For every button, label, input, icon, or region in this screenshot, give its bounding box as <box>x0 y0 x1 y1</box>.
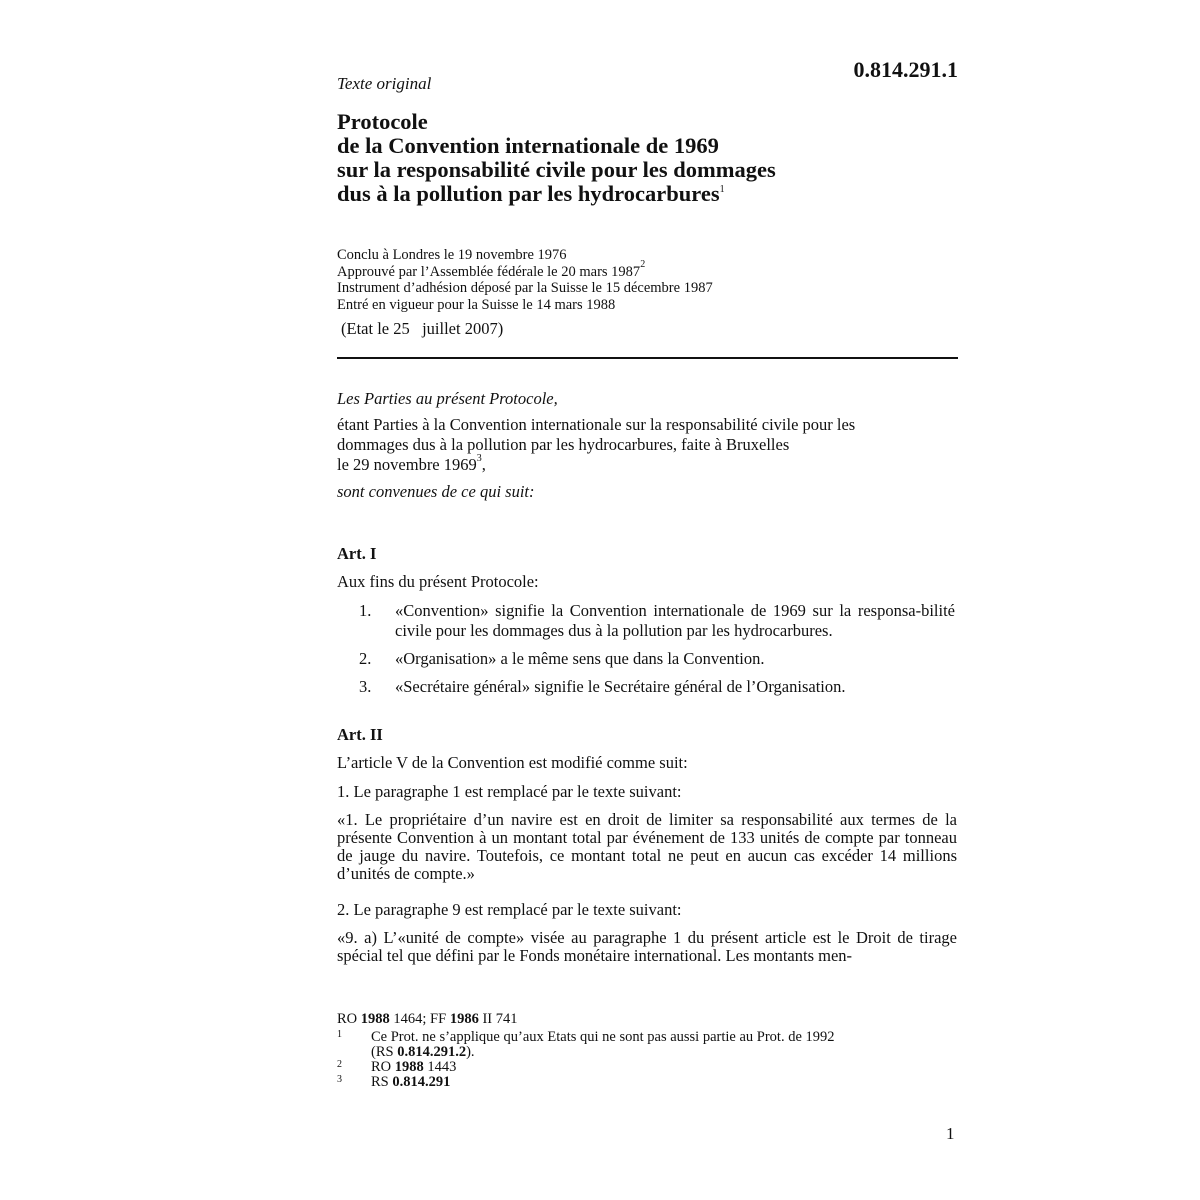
footnote-2 <box>337 1060 957 1075</box>
header-divider <box>337 357 958 359</box>
list-item-number: 3. <box>359 677 372 696</box>
document-title <box>337 110 957 206</box>
list-item-number: 2. <box>359 649 372 668</box>
preamble-line-3-row <box>337 455 957 475</box>
article-2-heading: Art. II <box>337 725 383 744</box>
article-1-intro: Aux fins du présent Protocole: <box>337 572 539 591</box>
article-2-para-1-intro: 1. Le paragraphe 1 est remplacé par le texte suivant: <box>337 782 682 801</box>
source-ff-year: 1986 <box>449 1011 479 1027</box>
source-ff-page: II 741 <box>478 1011 518 1027</box>
article-1-heading: Art. I <box>337 544 377 563</box>
footnote-1-cont <box>337 1045 957 1060</box>
footnote-text: Ce Prot. ne s’applique qu’aux Etats qui ne sont pas aussi partie au Prot. de 1992 <box>371 1029 835 1045</box>
footnote-3 <box>337 1075 957 1090</box>
title-line-4 <box>337 182 957 206</box>
footnote-rs-ref[interactable]: 0.814.291.2 <box>397 1044 467 1060</box>
footnote-text: (RS 0.814.291.2). <box>371 1044 475 1060</box>
footnote-ref-2[interactable]: 2 <box>640 258 646 270</box>
source-ro-label: RO <box>337 1011 361 1027</box>
page-number: 1 <box>946 1124 955 1143</box>
article-2-para-1-text: «1. Le propriétaire d’un navire est en droit de limiter sa responsabilité aux termes de la présente Convention à un montant total par événement de 133 unités de compte par tonneau de jauge du navire. Toutefois, ce montant total ne peut en aucun cas excéder 14 millions d’unités de compte.» <box>337 810 957 883</box>
meta-approved: Approuvé par l’Assemblée fédérale le 20 mars 1987 <box>337 263 641 280</box>
footnote-text: RO 1988 1443 <box>371 1059 457 1075</box>
state-date: (Etat le 25 juillet 2007) <box>341 319 504 338</box>
preamble-agreed: sont convenues de ce qui suit: <box>337 482 535 501</box>
title-line-1: Protocole <box>337 109 428 134</box>
preamble-line-3-end: , <box>481 455 486 474</box>
footnote-mark: 3 <box>337 1074 342 1085</box>
footnote-mark: 1 <box>337 1029 342 1040</box>
list-item-number: 1. <box>359 601 372 620</box>
title-line-3: sur la responsabilité civile pour les dommages <box>337 157 776 182</box>
source-ro-year: 1988 <box>360 1011 390 1027</box>
preamble-considering <box>337 415 957 475</box>
footnote-ref-1[interactable]: 1 <box>719 184 725 195</box>
list-item-text: «Secrétaire général» signifie le Secrétaire général de l’Organisation. <box>395 677 846 696</box>
document-metadata <box>337 247 713 313</box>
footnote-rs-ref[interactable]: 0.814.291 <box>392 1074 451 1090</box>
source-ro-page: 1464; FF <box>389 1011 450 1027</box>
meta-approved-line <box>337 258 713 281</box>
footnotes <box>337 1012 957 1090</box>
footnote-source <box>337 1012 957 1027</box>
preamble-parties: Les Parties au présent Protocole, <box>337 389 558 408</box>
meta-instrument: Instrument d’adhésion déposé par la Suisse le 15 décembre 1987 <box>337 280 713 296</box>
footnote-ref-3[interactable]: 3 <box>476 453 482 464</box>
meta-in-force: Entré en vigueur pour la Suisse le 14 mars 1988 <box>337 296 616 313</box>
article-2-intro: L’article V de la Convention est modifié comme suit: <box>337 753 688 772</box>
title-line-4-text: dus à la pollution par les hydrocarbures <box>337 181 720 206</box>
meta-concluded: Conclu à Londres le 19 novembre 1976 <box>337 247 567 263</box>
list-item-text: «Organisation» a le même sens que dans la Convention. <box>395 649 765 668</box>
preamble-line-2: dommages dus à la pollution par les hydrocarbures, faite à Bruxelles <box>337 435 790 454</box>
article-2-para-2-intro: 2. Le paragraphe 9 est remplacé par le texte suivant: <box>337 900 682 919</box>
article-2-para-2-text: «9. a) L’«unité de compte» visée au paragraphe 1 du présent article est le Droit de tirage spécial tel que défini par le Fonds monétaire international. Les montants men- <box>337 928 957 965</box>
footnote-text: RS 0.814.291 <box>371 1074 451 1090</box>
list-item-text: «Convention» signifie la Convention internationale de 1969 sur la responsa-bilité civile pour les dommages dus à la pollution par les hydrocarbures. <box>395 601 955 640</box>
sr-number: 0.814.291.1 <box>853 57 958 82</box>
title-line-2: de la Convention internationale de 1969 <box>337 133 719 158</box>
footnote-1 <box>337 1030 957 1045</box>
footnote-mark: 2 <box>337 1059 342 1070</box>
preamble-line-1: étant Parties à la Convention internationale sur la responsabilité civile pour les <box>337 415 856 434</box>
preamble-line-3: le 29 novembre 1969 <box>337 455 477 474</box>
text-status: Texte original <box>337 74 432 93</box>
